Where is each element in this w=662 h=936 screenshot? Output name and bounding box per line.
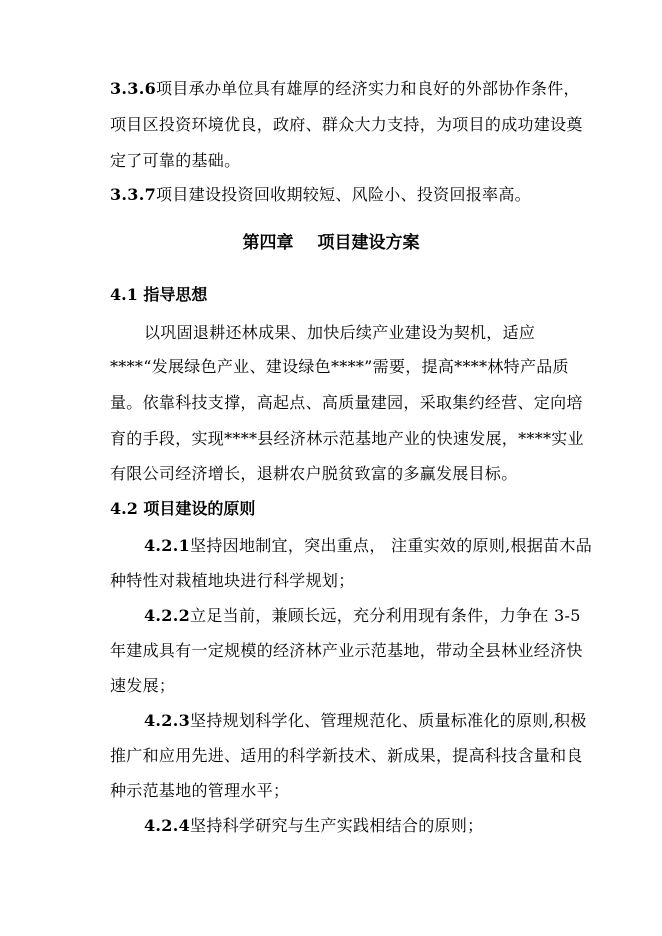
section-4-1-line-1: 以巩固退耕还林成果、加快后续产业建设为契机，适应 (144, 323, 536, 342)
item-number: 3.3.7 (110, 185, 157, 204)
section-4-1-line-4: 育的手段，实现****县经济林示范基地产业的快速发展，****实业 (110, 429, 584, 448)
chapter-name: 项目建设方案 (317, 233, 420, 253)
item-3-3-6-line-3: 定了可靠的基础。 (110, 151, 241, 170)
chapter-title (0, 231, 662, 255)
chapter-number: 第四章 (242, 233, 294, 253)
section-4-1-line-5: 有限公司经济增长，退耕农户脱贫致富的多赢发展目标。 (110, 464, 518, 483)
section-4-2-heading: 4.2 项目建设的原则 (110, 499, 256, 518)
item-text: 坚持规划科学化、管理规范化、质量标准化的原则,积极 (190, 711, 587, 730)
section-4-1-line-2: ****“发展绿色产业、建设绿色****”需要，提高****林特产品质 (110, 357, 569, 376)
item-4-2-1-line-1 (144, 535, 592, 557)
item-4-2-1-line-2: 种特性对栽植地块进行科学规划； (110, 571, 355, 590)
item-4-2-4-line-1 (144, 815, 483, 837)
item-3-3-6-line-1 (110, 78, 580, 100)
item-number: 4.2.3 (144, 711, 191, 730)
item-4-2-3-line-3: 种示范基地的管理水平； (110, 781, 290, 800)
item-text: 项目承办单位具有雄厚的经济实力和良好的外部协作条件， (156, 79, 580, 98)
item-4-2-2-line-2: 年建成具有一定规模的经济林产业示范基地，带动全县林业经济快 (110, 641, 583, 660)
item-4-2-3-line-1 (144, 710, 587, 732)
item-number: 4.2.2 (144, 606, 191, 625)
item-text: 项目建设投资回收期较短、风险小、投资回报率高。 (156, 185, 531, 204)
item-number: 4.2.4 (144, 816, 191, 835)
section-4-1-line-3: 量。依靠科技支撑，高起点、高质量建园，采取集约经营、定向培 (110, 393, 583, 412)
item-4-2-2-line-3: 速发展； (110, 676, 176, 695)
item-3-3-7 (110, 184, 531, 206)
item-number: 3.3.6 (110, 79, 157, 98)
item-number: 4.2.1 (144, 536, 191, 555)
item-text: 坚持科学研究与生产实践相结合的原则； (190, 816, 484, 835)
item-text: 立足当前，兼顾长远，充分利用现有条件，力争在 3-5 (190, 606, 581, 625)
item-text: 坚持因地制宜，突出重点， 注重实效的原则,根据苗木品 (190, 536, 593, 555)
item-4-2-3-line-2: 推广和应用先进、适用的科学新技术、新成果，提高科技含量和良 (110, 746, 583, 765)
item-3-3-6-line-2: 项目区投资环境优良，政府、群众大力支持，为项目的成功建设奠 (110, 115, 583, 134)
item-4-2-2-line-1 (144, 605, 581, 627)
section-4-1-heading: 4.1 指导思想 (110, 285, 208, 304)
